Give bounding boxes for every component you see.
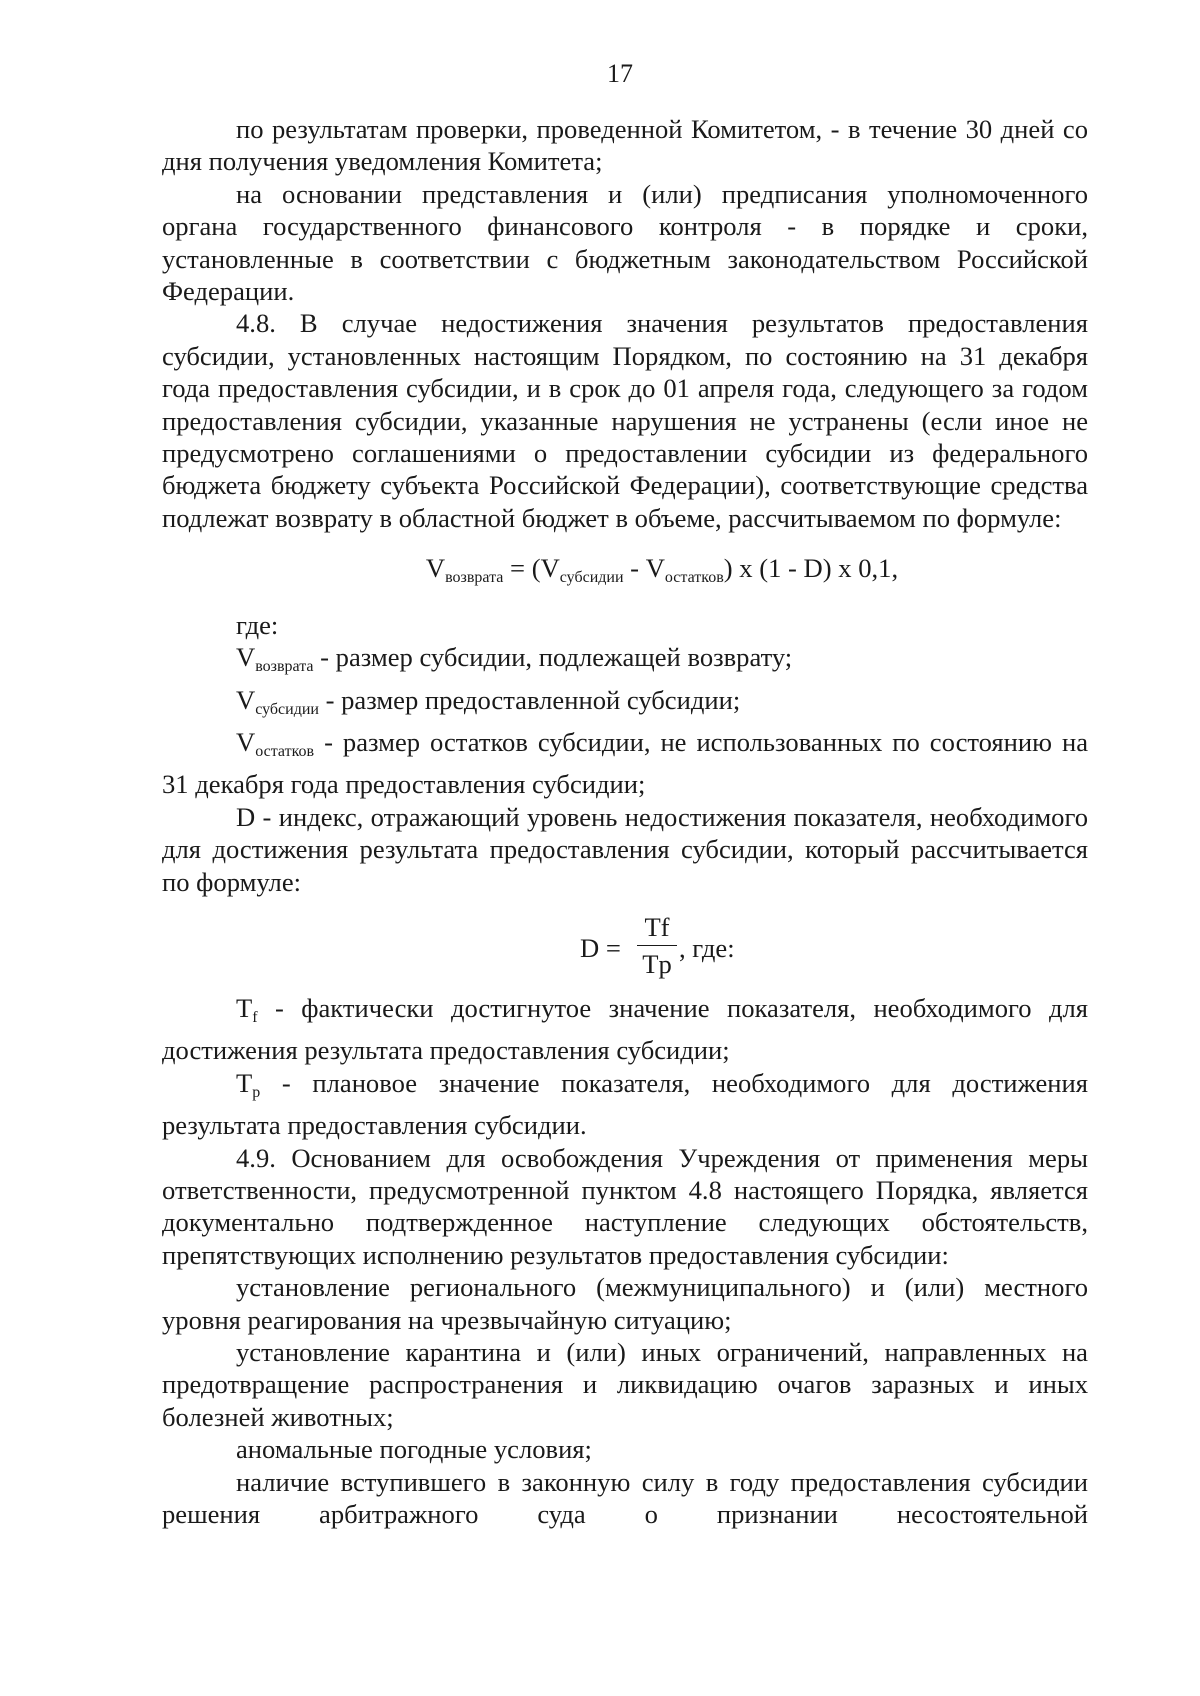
formula-subscript: возврата	[445, 569, 504, 587]
definition-text: - размер остатков субсидии, не использованных по состоянию на 31 декабря года предоставления субсидии;	[162, 726, 1088, 800]
index-formula-lhs: D =	[580, 932, 621, 963]
fraction-denominator: Tp	[642, 948, 672, 979]
definition-tp	[162, 1067, 1088, 1142]
definition-subscript: субсидии	[255, 700, 319, 718]
formula-subscript: остатков	[664, 569, 724, 587]
definition-d-index: D - индекс, отражающий уровень недостижения показателя, необходимого для достижения результата предоставления субсидии, который рассчитывается по формуле:	[162, 801, 1088, 897]
formula-operator: ) x (1 - D) x 0,1,	[723, 553, 899, 584]
formula-operator: = (	[503, 553, 541, 584]
formula-symbol: V	[425, 553, 446, 584]
definition-subscript: p	[252, 1083, 261, 1101]
where-label: где:	[236, 609, 279, 640]
page-number: 17	[607, 59, 633, 88]
definition-text: - размер предоставленной субсидии;	[318, 684, 741, 715]
index-formula-tail: , где:	[679, 932, 735, 963]
formula-operator: -	[623, 553, 646, 584]
refund-formula	[162, 552, 1088, 594]
list-item-weather: аномальные погодные условия;	[236, 1434, 592, 1465]
definition-symbol: T	[236, 1067, 253, 1098]
list-item-quarantine: установление карантина и (или) иных ограничений, направленных на предотвращение распространения и ликвидацию очагов заразных и иных болезней животных;	[162, 1337, 1088, 1432]
formula-symbol: V	[645, 553, 665, 584]
definition-symbol: T	[236, 992, 253, 1023]
definition-subscript: остатков	[255, 742, 315, 760]
definition-subscript: f	[252, 1008, 258, 1026]
list-item-emergency: установление регионального (межмуниципального) и (или) местного уровня реагирования на чрезвычайную ситуацию;	[162, 1272, 1088, 1335]
list-item-arbitration: наличие вступившего в законную силу в году предоставления субсидии решения арбитражного суда о признании несостоятельной	[162, 1466, 1088, 1530]
definition-subscript: возврата	[255, 658, 314, 676]
paragraph-refund-control-body: на основании представления и (или) предписания уполномоченного органа государственного финансового контроля - в порядке и сроки, установленные в соответствии с бюджетным законодательством Российской Федерации.	[162, 178, 1088, 307]
document-body	[162, 113, 1088, 1530]
definition-text: - плановое значение показателя, необходимого для достижения результата предоставления субсидии.	[162, 1067, 1088, 1141]
definition-v-rest	[162, 726, 1088, 801]
index-formula	[162, 912, 1088, 984]
definition-v-return	[162, 641, 1088, 683]
fraction-bar	[637, 945, 677, 946]
paragraph-refund-committee: по результатам проверки, проведенной Комитетом, - в течение 30 дней со дня получения уведомления Комитета;	[162, 114, 1088, 177]
definition-text: - размер субсидии, подлежащей возврату;	[313, 642, 793, 673]
definition-symbol: V	[236, 726, 256, 757]
formula-subscript: субсидии	[559, 569, 624, 587]
definition-text: - фактически достигнутое значение показателя, необходимого для достижения результата предоставления субсидии;	[162, 992, 1088, 1066]
paragraph-4-8: 4.8. В случае недостижения значения результатов предоставления субсидии, установленных настоящим Порядком, по состоянию на 31 декабря года предоставления субсидии, и в срок до 01 апреля года, следующего за годом предоставления субсидии, указанные нарушения не устранены (если иное не предусмотрено соглашениями о предоставлении субсидии из федерального бюджета бюджету субъекта Российской Федерации), соответствующие средства подлежат возврату в областной бюджет в объеме, рассчитываемом по формуле:	[162, 308, 1088, 533]
definition-symbol: V	[236, 684, 256, 715]
formula-symbol: V	[540, 553, 560, 584]
fraction-numerator: Tf	[644, 911, 670, 942]
definition-tf	[162, 992, 1088, 1067]
index-formula-fraction	[637, 912, 677, 979]
paragraph-4-9: 4.9. Основанием для освобождения Учреждения от применения меры ответственности, предусмотренной пунктом 4.8 настоящего Порядка, является документально подтвержденное наступление следующих обстоятельств, препятствующих исполнению результатов предоставления субсидии:	[162, 1142, 1088, 1270]
definition-v-subsidy	[162, 684, 1088, 726]
definition-symbol: V	[236, 642, 256, 673]
